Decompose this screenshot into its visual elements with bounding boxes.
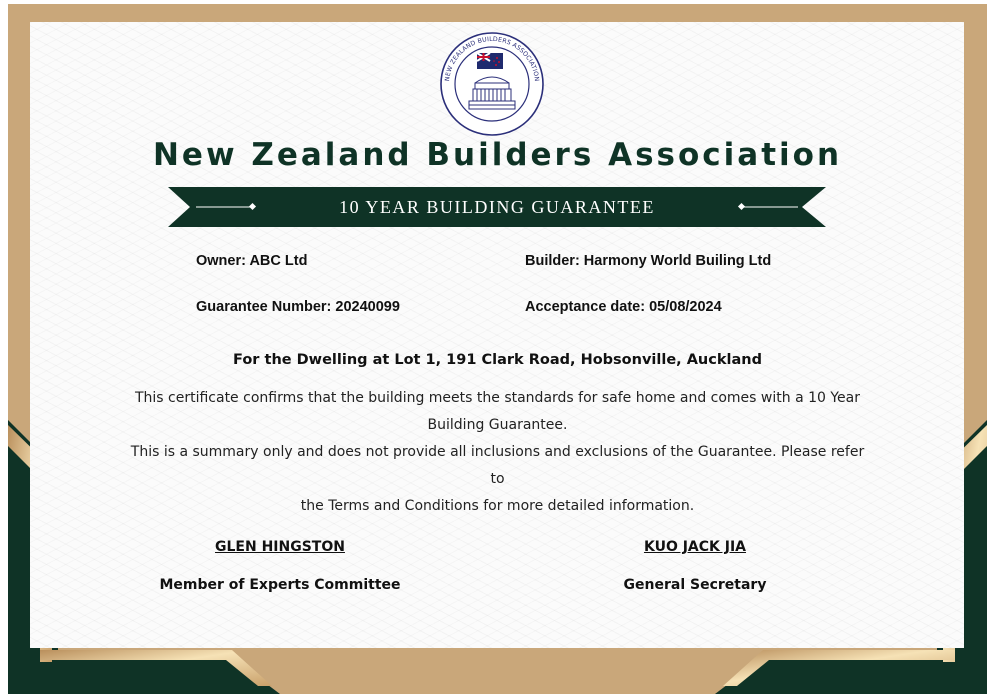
acceptance-date-field: Acceptance date: 05/08/2024: [525, 299, 722, 315]
organization-title: New Zealand Builders Association: [152, 137, 843, 173]
statement-line-1: This certificate confirms that the building meets the standards for safe home and comes with a 10 Year: [134, 390, 861, 406]
association-seal-icon: [439, 31, 545, 137]
ribbon-title: 10 YEAR BUILDING GUARANTEE: [339, 197, 655, 217]
disclaimer-line-2: the Terms and Conditions for more detailed information.: [300, 498, 695, 514]
signatory-name: GLEN HINGSTON: [215, 539, 345, 555]
guarantee-number-field: Guarantee Number: 20240099: [196, 299, 400, 315]
builder-field: Builder: Harmony World Builing Ltd: [525, 253, 772, 269]
signatory-role: General Secretary: [623, 577, 767, 593]
nz-flag-icon: [477, 53, 503, 69]
signatory-name: KUO JACK JIA: [643, 539, 747, 555]
signatory-role: Member of Experts Committee: [159, 577, 401, 593]
owner-field: Owner: ABC Ltd: [196, 253, 308, 269]
disclaimer-line-1: This is a summary only and does not provide all inclusions and exclusions of the Guarantee. Please refer to: [130, 444, 865, 487]
certificate-statement: [130, 385, 865, 520]
dwelling-address: For the Dwelling at Lot 1, 191 Clark Road, Hobsonville, Auckland: [233, 352, 762, 368]
statement-line-2: Building Guarantee.: [427, 417, 568, 433]
seal-ring-text: NEW ZEALAND BUILDERS ASSOCIATION: [444, 35, 540, 82]
